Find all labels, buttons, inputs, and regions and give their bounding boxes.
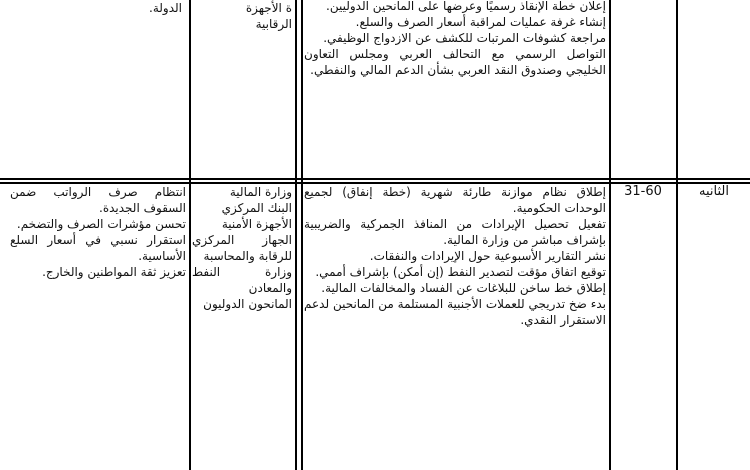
action-item: بدء ضخ تدريجي للعملات الأجنبية المستلمة من المانحين لدعم الاستقرار النقدي.	[304, 297, 606, 327]
expected-result: انتظام صرف الرواتب ضمن السقوف الجديدة.	[10, 185, 186, 215]
action-item: إطلاق نظام موازنة طارئة شهرية (خطة إنفاق) لجميع الوحدات الحكومية.	[304, 185, 606, 215]
top-row-action-item: إنشاء غرفة عمليات لمراقبة أسعار الصرف والسلع.	[355, 15, 606, 29]
phase-cell	[678, 184, 750, 470]
action-item: توقيع اتفاق مؤقت لتصدير النفط (إن أمكن) بإشراف أممي.	[315, 265, 606, 279]
top-row-action-item: مراجعة كشوفات المرتبات للكشف عن الازدواج الوظيفي.	[323, 31, 606, 45]
top-row-responsible-line: الرقابية	[255, 17, 292, 31]
phase-label: الثانيه	[699, 184, 729, 199]
responsible-entity: المانحون الدوليون	[203, 297, 292, 311]
top-row-action-item: إعلان خطة الإنقاذ رسميًا وعرضها على المانحين الدوليين.	[326, 0, 606, 13]
responsible-entity: البنك المركزي	[221, 201, 292, 215]
top-row-results-cell	[6, 0, 186, 178]
responsible-entity: الأجهزة الأمنية	[221, 217, 292, 231]
days-cell	[611, 184, 675, 470]
responsible-entity: وزارة النفط والمعادن	[192, 265, 292, 295]
top-row-actions-cell	[304, 0, 606, 176]
expected-result: استقرار نسبي في أسعار السلع الأساسية.	[10, 233, 186, 263]
responsible-entity: وزارة المالية	[229, 185, 292, 199]
expected-result: تحسن مؤشرات الصرف والتضخم.	[16, 217, 186, 231]
action-item: إطلاق خط ساخن للبلاغات عن الفساد والمخالفات المالية.	[321, 281, 606, 295]
responsible-entity: الجهاز المركزي للرقابة والمحاسبة	[192, 233, 292, 263]
days-range: 31-60	[624, 184, 662, 199]
column-divider	[189, 0, 191, 470]
results-cell	[10, 184, 186, 470]
action-item: نشر التقارير الأسبوعية حول الإيرادات والنفقات.	[369, 249, 606, 263]
top-row-responsible-cell	[192, 0, 292, 178]
top-row-action-item: التواصل الرسمي مع التحالف العربي ومجلس التعاون الخليجي وصندوق النقد العربي بشأن الدعم المالي والنفطي.	[304, 47, 606, 77]
column-divider	[295, 0, 297, 470]
top-row-responsible-line: ة الأجهزة	[245, 1, 292, 15]
column-divider	[301, 0, 303, 470]
actions-cell	[304, 184, 606, 470]
action-item: تفعيل تحصيل الإيرادات من المنافذ الجمركية والضريبية بإشراف مباشر من وزارة المالية.	[304, 217, 606, 247]
responsible-cell	[192, 184, 292, 470]
top-row-result-line: الدولة.	[149, 1, 182, 15]
row-divider	[0, 178, 750, 180]
expected-result: تعزيز ثقة المواطنين والخارج.	[42, 265, 186, 279]
